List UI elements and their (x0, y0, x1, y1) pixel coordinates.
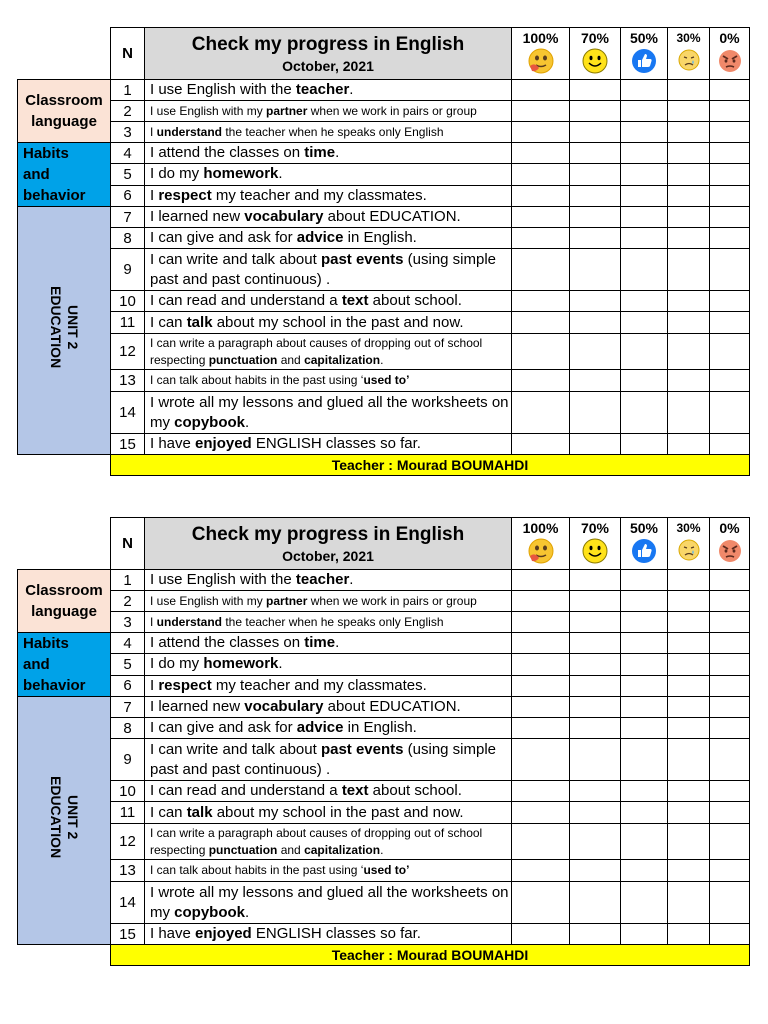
rating-50-header: 50% (621, 28, 668, 80)
row-number: 11 (111, 312, 145, 334)
rating-0-checkbox[interactable] (710, 434, 750, 455)
statement-text: I have enjoyed ENGLISH classes so far. (145, 924, 512, 945)
rating-0-checkbox[interactable] (710, 143, 750, 164)
number-header: N (111, 518, 145, 570)
row-number: 1 (111, 570, 145, 591)
category-classroom-language: Classroom language (18, 80, 111, 143)
rating-0-checkbox[interactable] (710, 122, 750, 143)
rating-50-checkbox[interactable] (621, 633, 668, 654)
rating-50-checkbox[interactable] (621, 249, 668, 291)
rating-0-checkbox[interactable] (710, 675, 750, 696)
rating-70-checkbox[interactable] (570, 228, 621, 249)
rating-70-checkbox[interactable] (570, 370, 621, 392)
rating-50-checkbox[interactable] (621, 164, 668, 185)
rating-0-checkbox[interactable] (710, 739, 750, 781)
row-number: 4 (111, 633, 145, 654)
statement-text: I wrote all my lessons and glued all the worksheets on my copybook. (145, 392, 512, 434)
thumbs-up-icon (631, 538, 657, 569)
rating-100-checkbox[interactable] (512, 228, 570, 249)
header-row (18, 28, 750, 80)
row-number: 2 (111, 591, 145, 612)
rating-70-checkbox[interactable] (570, 882, 621, 924)
statement-text: I can write and talk about past events (using simple past and past continuous) . (145, 249, 512, 291)
rating-30-checkbox[interactable] (668, 434, 710, 455)
rating-0-checkbox[interactable] (710, 291, 750, 312)
statement-text: I have enjoyed ENGLISH classes so far. (145, 434, 512, 455)
rating-70-checkbox[interactable] (570, 860, 621, 882)
rating-100-checkbox[interactable] (512, 739, 570, 781)
table-row (18, 249, 750, 291)
rating-0-checkbox[interactable] (710, 570, 750, 591)
rating-100-checkbox[interactable] (512, 122, 570, 143)
rating-100-header: 100% (512, 518, 570, 570)
statement-text: I attend the classes on time. (145, 143, 512, 164)
table-row (18, 718, 750, 739)
rating-100-checkbox[interactable] (512, 312, 570, 334)
statement-text: I can give and ask for advice in English. (145, 228, 512, 249)
category-habits-behavior: Habits and behavior (18, 143, 111, 207)
row-number: 13 (111, 860, 145, 882)
rating-70-checkbox[interactable] (570, 591, 621, 612)
table-row (18, 143, 750, 164)
rating-50-checkbox[interactable] (621, 228, 668, 249)
row-number: 14 (111, 392, 145, 434)
statement-text: I can talk about my school in the past and now. (145, 802, 512, 824)
crying-face-icon (677, 538, 701, 567)
rating-70-checkbox[interactable] (570, 164, 621, 185)
row-number: 14 (111, 882, 145, 924)
rating-70-checkbox[interactable] (570, 612, 621, 633)
row-number: 10 (111, 781, 145, 802)
rating-100-checkbox[interactable] (512, 370, 570, 392)
table-row (18, 334, 750, 370)
rating-50-checkbox[interactable] (621, 143, 668, 164)
page-title: Check my progress in English (191, 33, 465, 55)
rating-70-checkbox[interactable] (570, 392, 621, 434)
category-unit-2-education: UNIT 2 EDUCATION (18, 697, 111, 945)
rating-30-checkbox[interactable] (668, 697, 710, 718)
rating-0-checkbox[interactable] (710, 334, 750, 370)
rating-100-checkbox[interactable] (512, 291, 570, 312)
rating-30-checkbox[interactable] (668, 80, 710, 101)
row-number: 7 (111, 207, 145, 228)
footer-row (18, 455, 750, 476)
rating-50-checkbox[interactable] (621, 802, 668, 824)
thumbs-up-icon (631, 48, 657, 79)
category-unit-2-education: UNIT 2 EDUCATION (18, 207, 111, 455)
statement-text: I do my homework. (145, 654, 512, 675)
rating-100-checkbox[interactable] (512, 718, 570, 739)
smiley-face-icon (582, 538, 608, 569)
rating-30-checkbox[interactable] (668, 675, 710, 696)
rating-70-checkbox[interactable] (570, 122, 621, 143)
statement-text: I use English with the teacher. (145, 570, 512, 591)
page-title: Check my progress in English (191, 523, 465, 545)
rating-50-checkbox[interactable] (621, 612, 668, 633)
rating-100-checkbox[interactable] (512, 80, 570, 101)
rating-70-checkbox[interactable] (570, 633, 621, 654)
rating-30-checkbox[interactable] (668, 924, 710, 945)
rating-30-checkbox[interactable] (668, 334, 710, 370)
rating-50-checkbox[interactable] (621, 654, 668, 675)
rating-30-header: 30% (668, 28, 710, 80)
rating-50-checkbox[interactable] (621, 739, 668, 781)
row-number: 9 (111, 739, 145, 781)
rating-50-checkbox[interactable] (621, 675, 668, 696)
rating-30-checkbox[interactable] (668, 370, 710, 392)
rating-100-checkbox[interactable] (512, 591, 570, 612)
rating-70-header: 70% (570, 28, 621, 80)
row-number: 15 (111, 924, 145, 945)
rating-70-header: 70% (570, 518, 621, 570)
rating-100-checkbox[interactable] (512, 101, 570, 122)
rating-50-checkbox[interactable] (621, 334, 668, 370)
rating-100-checkbox[interactable] (512, 697, 570, 718)
rating-70-checkbox[interactable] (570, 675, 621, 696)
rating-0-checkbox[interactable] (710, 392, 750, 434)
table-row (18, 122, 750, 143)
statement-text: I can write a paragraph about causes of dropping out of school respecting punctuation and capitalization. (145, 334, 512, 370)
rating-50-checkbox[interactable] (621, 697, 668, 718)
row-number: 11 (111, 802, 145, 824)
rating-100-checkbox[interactable] (512, 207, 570, 228)
rating-100-checkbox[interactable] (512, 860, 570, 882)
rating-70-checkbox[interactable] (570, 80, 621, 101)
rating-70-checkbox[interactable] (570, 739, 621, 781)
row-number: 2 (111, 101, 145, 122)
row-number: 12 (111, 334, 145, 370)
rating-30-checkbox[interactable] (668, 249, 710, 291)
rating-70-checkbox[interactable] (570, 101, 621, 122)
row-number: 1 (111, 80, 145, 101)
rating-0-checkbox[interactable] (710, 591, 750, 612)
table-row (18, 882, 750, 924)
rating-50-checkbox[interactable] (621, 370, 668, 392)
rating-100-header: 100% (512, 28, 570, 80)
rating-0-checkbox[interactable] (710, 802, 750, 824)
rating-100-checkbox[interactable] (512, 882, 570, 924)
table-row (18, 312, 750, 334)
rating-100-checkbox[interactable] (512, 633, 570, 654)
statement-text: I can talk about my school in the past and now. (145, 312, 512, 334)
statement-text: I use English with the teacher. (145, 80, 512, 101)
rating-70-checkbox[interactable] (570, 312, 621, 334)
table-row (18, 392, 750, 434)
rating-100-checkbox[interactable] (512, 185, 570, 206)
rating-30-checkbox[interactable] (668, 164, 710, 185)
table-row (18, 860, 750, 882)
rating-0-header: 0% (710, 28, 750, 80)
rating-100-checkbox[interactable] (512, 392, 570, 434)
rating-70-checkbox[interactable] (570, 570, 621, 591)
table-row (18, 824, 750, 860)
statement-text: I can write a paragraph about causes of dropping out of school respecting punctuation and capitalization. (145, 824, 512, 860)
rating-70-checkbox[interactable] (570, 781, 621, 802)
rating-100-checkbox[interactable] (512, 802, 570, 824)
table-row (18, 291, 750, 312)
table-row (18, 591, 750, 612)
table-row (18, 675, 750, 696)
progress-sheet-1 (17, 27, 749, 476)
row-number: 4 (111, 143, 145, 164)
category-habits-behavior: Habits and behavior (18, 633, 111, 697)
rating-30-checkbox[interactable] (668, 122, 710, 143)
table-row (18, 781, 750, 802)
rating-50-header: 50% (621, 518, 668, 570)
statement-text: I understand the teacher when he speaks only English (145, 122, 512, 143)
rating-30-checkbox[interactable] (668, 654, 710, 675)
rating-30-checkbox[interactable] (668, 207, 710, 228)
rating-50-checkbox[interactable] (621, 101, 668, 122)
table-row (18, 101, 750, 122)
statement-text: I wrote all my lessons and glued all the worksheets on my copybook. (145, 882, 512, 924)
rating-50-checkbox[interactable] (621, 570, 668, 591)
progress-table (17, 27, 750, 476)
row-number: 3 (111, 612, 145, 633)
progress-sheet-2 (17, 517, 749, 966)
row-number: 5 (111, 654, 145, 675)
rating-30-checkbox[interactable] (668, 228, 710, 249)
table-row (18, 434, 750, 455)
rating-50-checkbox[interactable] (621, 434, 668, 455)
crying-face-icon (677, 48, 701, 77)
rating-30-checkbox[interactable] (668, 143, 710, 164)
rating-30-checkbox[interactable] (668, 101, 710, 122)
rating-0-checkbox[interactable] (710, 633, 750, 654)
row-number: 13 (111, 370, 145, 392)
row-number: 6 (111, 185, 145, 206)
rating-50-checkbox[interactable] (621, 291, 668, 312)
rating-70-checkbox[interactable] (570, 249, 621, 291)
table-row (18, 164, 750, 185)
rating-0-checkbox[interactable] (710, 697, 750, 718)
statement-text: I do my homework. (145, 164, 512, 185)
row-number: 5 (111, 164, 145, 185)
rating-70-checkbox[interactable] (570, 802, 621, 824)
rating-100-checkbox[interactable] (512, 570, 570, 591)
title-cell (145, 28, 512, 80)
table-row (18, 697, 750, 718)
rating-30-checkbox[interactable] (668, 739, 710, 781)
table-row (18, 185, 750, 206)
rating-30-checkbox[interactable] (668, 392, 710, 434)
row-number: 9 (111, 249, 145, 291)
rating-30-checkbox[interactable] (668, 633, 710, 654)
rating-0-checkbox[interactable] (710, 228, 750, 249)
rating-30-checkbox[interactable] (668, 291, 710, 312)
table-row (18, 612, 750, 633)
smiley-face-icon (582, 48, 608, 79)
rating-100-checkbox[interactable] (512, 824, 570, 860)
statement-text: I use English with my partner when we work in pairs or group (145, 101, 512, 122)
rating-100-checkbox[interactable] (512, 924, 570, 945)
rating-50-checkbox[interactable] (621, 824, 668, 860)
rating-0-checkbox[interactable] (710, 860, 750, 882)
rating-50-checkbox[interactable] (621, 860, 668, 882)
rating-0-checkbox[interactable] (710, 249, 750, 291)
thinking-face-icon (526, 48, 556, 79)
rating-70-checkbox[interactable] (570, 291, 621, 312)
statement-text: I understand the teacher when he speaks only English (145, 612, 512, 633)
statement-text: I can give and ask for advice in English. (145, 718, 512, 739)
table-row (18, 80, 750, 101)
footer-row (18, 945, 750, 966)
rating-0-checkbox[interactable] (710, 185, 750, 206)
row-number: 8 (111, 228, 145, 249)
rating-0-checkbox[interactable] (710, 824, 750, 860)
row-number: 3 (111, 122, 145, 143)
rating-50-checkbox[interactable] (621, 392, 668, 434)
rating-70-checkbox[interactable] (570, 434, 621, 455)
rating-0-checkbox[interactable] (710, 882, 750, 924)
rating-0-checkbox[interactable] (710, 312, 750, 334)
rating-50-checkbox[interactable] (621, 718, 668, 739)
rating-30-checkbox[interactable] (668, 570, 710, 591)
rating-100-checkbox[interactable] (512, 675, 570, 696)
table-row (18, 207, 750, 228)
rating-70-checkbox[interactable] (570, 654, 621, 675)
statement-text: I can write and talk about past events (using simple past and past continuous) . (145, 739, 512, 781)
rating-70-checkbox[interactable] (570, 143, 621, 164)
number-header: N (111, 28, 145, 80)
rating-100-checkbox[interactable] (512, 654, 570, 675)
rating-30-checkbox[interactable] (668, 718, 710, 739)
rating-0-checkbox[interactable] (710, 781, 750, 802)
statement-text: I learned new vocabulary about EDUCATION. (145, 697, 512, 718)
rating-0-checkbox[interactable] (710, 718, 750, 739)
table-row (18, 228, 750, 249)
rating-100-checkbox[interactable] (512, 164, 570, 185)
teacher-name: Teacher : Mourad BOUMAHDI (111, 945, 750, 966)
statement-text: I can read and understand a text about school. (145, 781, 512, 802)
rating-50-checkbox[interactable] (621, 781, 668, 802)
angry-face-icon (717, 538, 743, 569)
rating-100-checkbox[interactable] (512, 143, 570, 164)
rating-50-checkbox[interactable] (621, 591, 668, 612)
rating-100-checkbox[interactable] (512, 334, 570, 370)
rating-0-checkbox[interactable] (710, 101, 750, 122)
rating-30-checkbox[interactable] (668, 802, 710, 824)
table-row (18, 739, 750, 781)
rating-50-checkbox[interactable] (621, 924, 668, 945)
rating-30-header: 30% (668, 518, 710, 570)
table-row (18, 570, 750, 591)
rating-50-checkbox[interactable] (621, 122, 668, 143)
rating-70-checkbox[interactable] (570, 824, 621, 860)
rating-0-header: 0% (710, 518, 750, 570)
statement-text: I can read and understand a text about school. (145, 291, 512, 312)
teacher-name: Teacher : Mourad BOUMAHDI (111, 455, 750, 476)
rating-50-checkbox[interactable] (621, 312, 668, 334)
statement-text: I attend the classes on time. (145, 633, 512, 654)
rating-30-checkbox[interactable] (668, 591, 710, 612)
rating-30-checkbox[interactable] (668, 612, 710, 633)
rating-100-checkbox[interactable] (512, 781, 570, 802)
rating-30-checkbox[interactable] (668, 824, 710, 860)
table-row (18, 924, 750, 945)
rating-30-checkbox[interactable] (668, 312, 710, 334)
title-cell (145, 518, 512, 570)
rating-0-checkbox[interactable] (710, 654, 750, 675)
rating-0-checkbox[interactable] (710, 370, 750, 392)
rating-30-checkbox[interactable] (668, 882, 710, 924)
rating-0-checkbox[interactable] (710, 612, 750, 633)
row-number: 10 (111, 291, 145, 312)
row-number: 8 (111, 718, 145, 739)
row-number: 12 (111, 824, 145, 860)
row-number: 6 (111, 675, 145, 696)
rating-30-checkbox[interactable] (668, 860, 710, 882)
rating-70-checkbox[interactable] (570, 185, 621, 206)
rating-70-checkbox[interactable] (570, 718, 621, 739)
row-number: 7 (111, 697, 145, 718)
statement-text: I learned new vocabulary about EDUCATION. (145, 207, 512, 228)
rating-70-checkbox[interactable] (570, 207, 621, 228)
angry-face-icon (717, 48, 743, 79)
statement-text: I respect my teacher and my classmates. (145, 185, 512, 206)
table-row (18, 370, 750, 392)
rating-70-checkbox[interactable] (570, 697, 621, 718)
rating-70-checkbox[interactable] (570, 924, 621, 945)
table-row (18, 802, 750, 824)
rating-30-checkbox[interactable] (668, 781, 710, 802)
rating-50-checkbox[interactable] (621, 207, 668, 228)
statement-text: I respect my teacher and my classmates. (145, 675, 512, 696)
rating-50-checkbox[interactable] (621, 80, 668, 101)
rating-0-checkbox[interactable] (710, 164, 750, 185)
header-row (18, 518, 750, 570)
rating-100-checkbox[interactable] (512, 612, 570, 633)
progress-table (17, 517, 750, 966)
category-classroom-language: Classroom language (18, 570, 111, 633)
table-row (18, 633, 750, 654)
rating-50-checkbox[interactable] (621, 185, 668, 206)
row-number: 15 (111, 434, 145, 455)
rating-70-checkbox[interactable] (570, 334, 621, 370)
table-row (18, 654, 750, 675)
rating-100-checkbox[interactable] (512, 434, 570, 455)
rating-100-checkbox[interactable] (512, 249, 570, 291)
rating-0-checkbox[interactable] (710, 207, 750, 228)
date-label: October, 2021 (282, 547, 374, 564)
date-label: October, 2021 (282, 57, 374, 74)
thinking-face-icon (526, 538, 556, 569)
rating-50-checkbox[interactable] (621, 882, 668, 924)
rating-0-checkbox[interactable] (710, 80, 750, 101)
statement-text: I can talk about habits in the past using ‘used to’ (145, 860, 512, 882)
statement-text: I can talk about habits in the past using ‘used to’ (145, 370, 512, 392)
rating-0-checkbox[interactable] (710, 924, 750, 945)
rating-30-checkbox[interactable] (668, 185, 710, 206)
statement-text: I use English with my partner when we work in pairs or group (145, 591, 512, 612)
